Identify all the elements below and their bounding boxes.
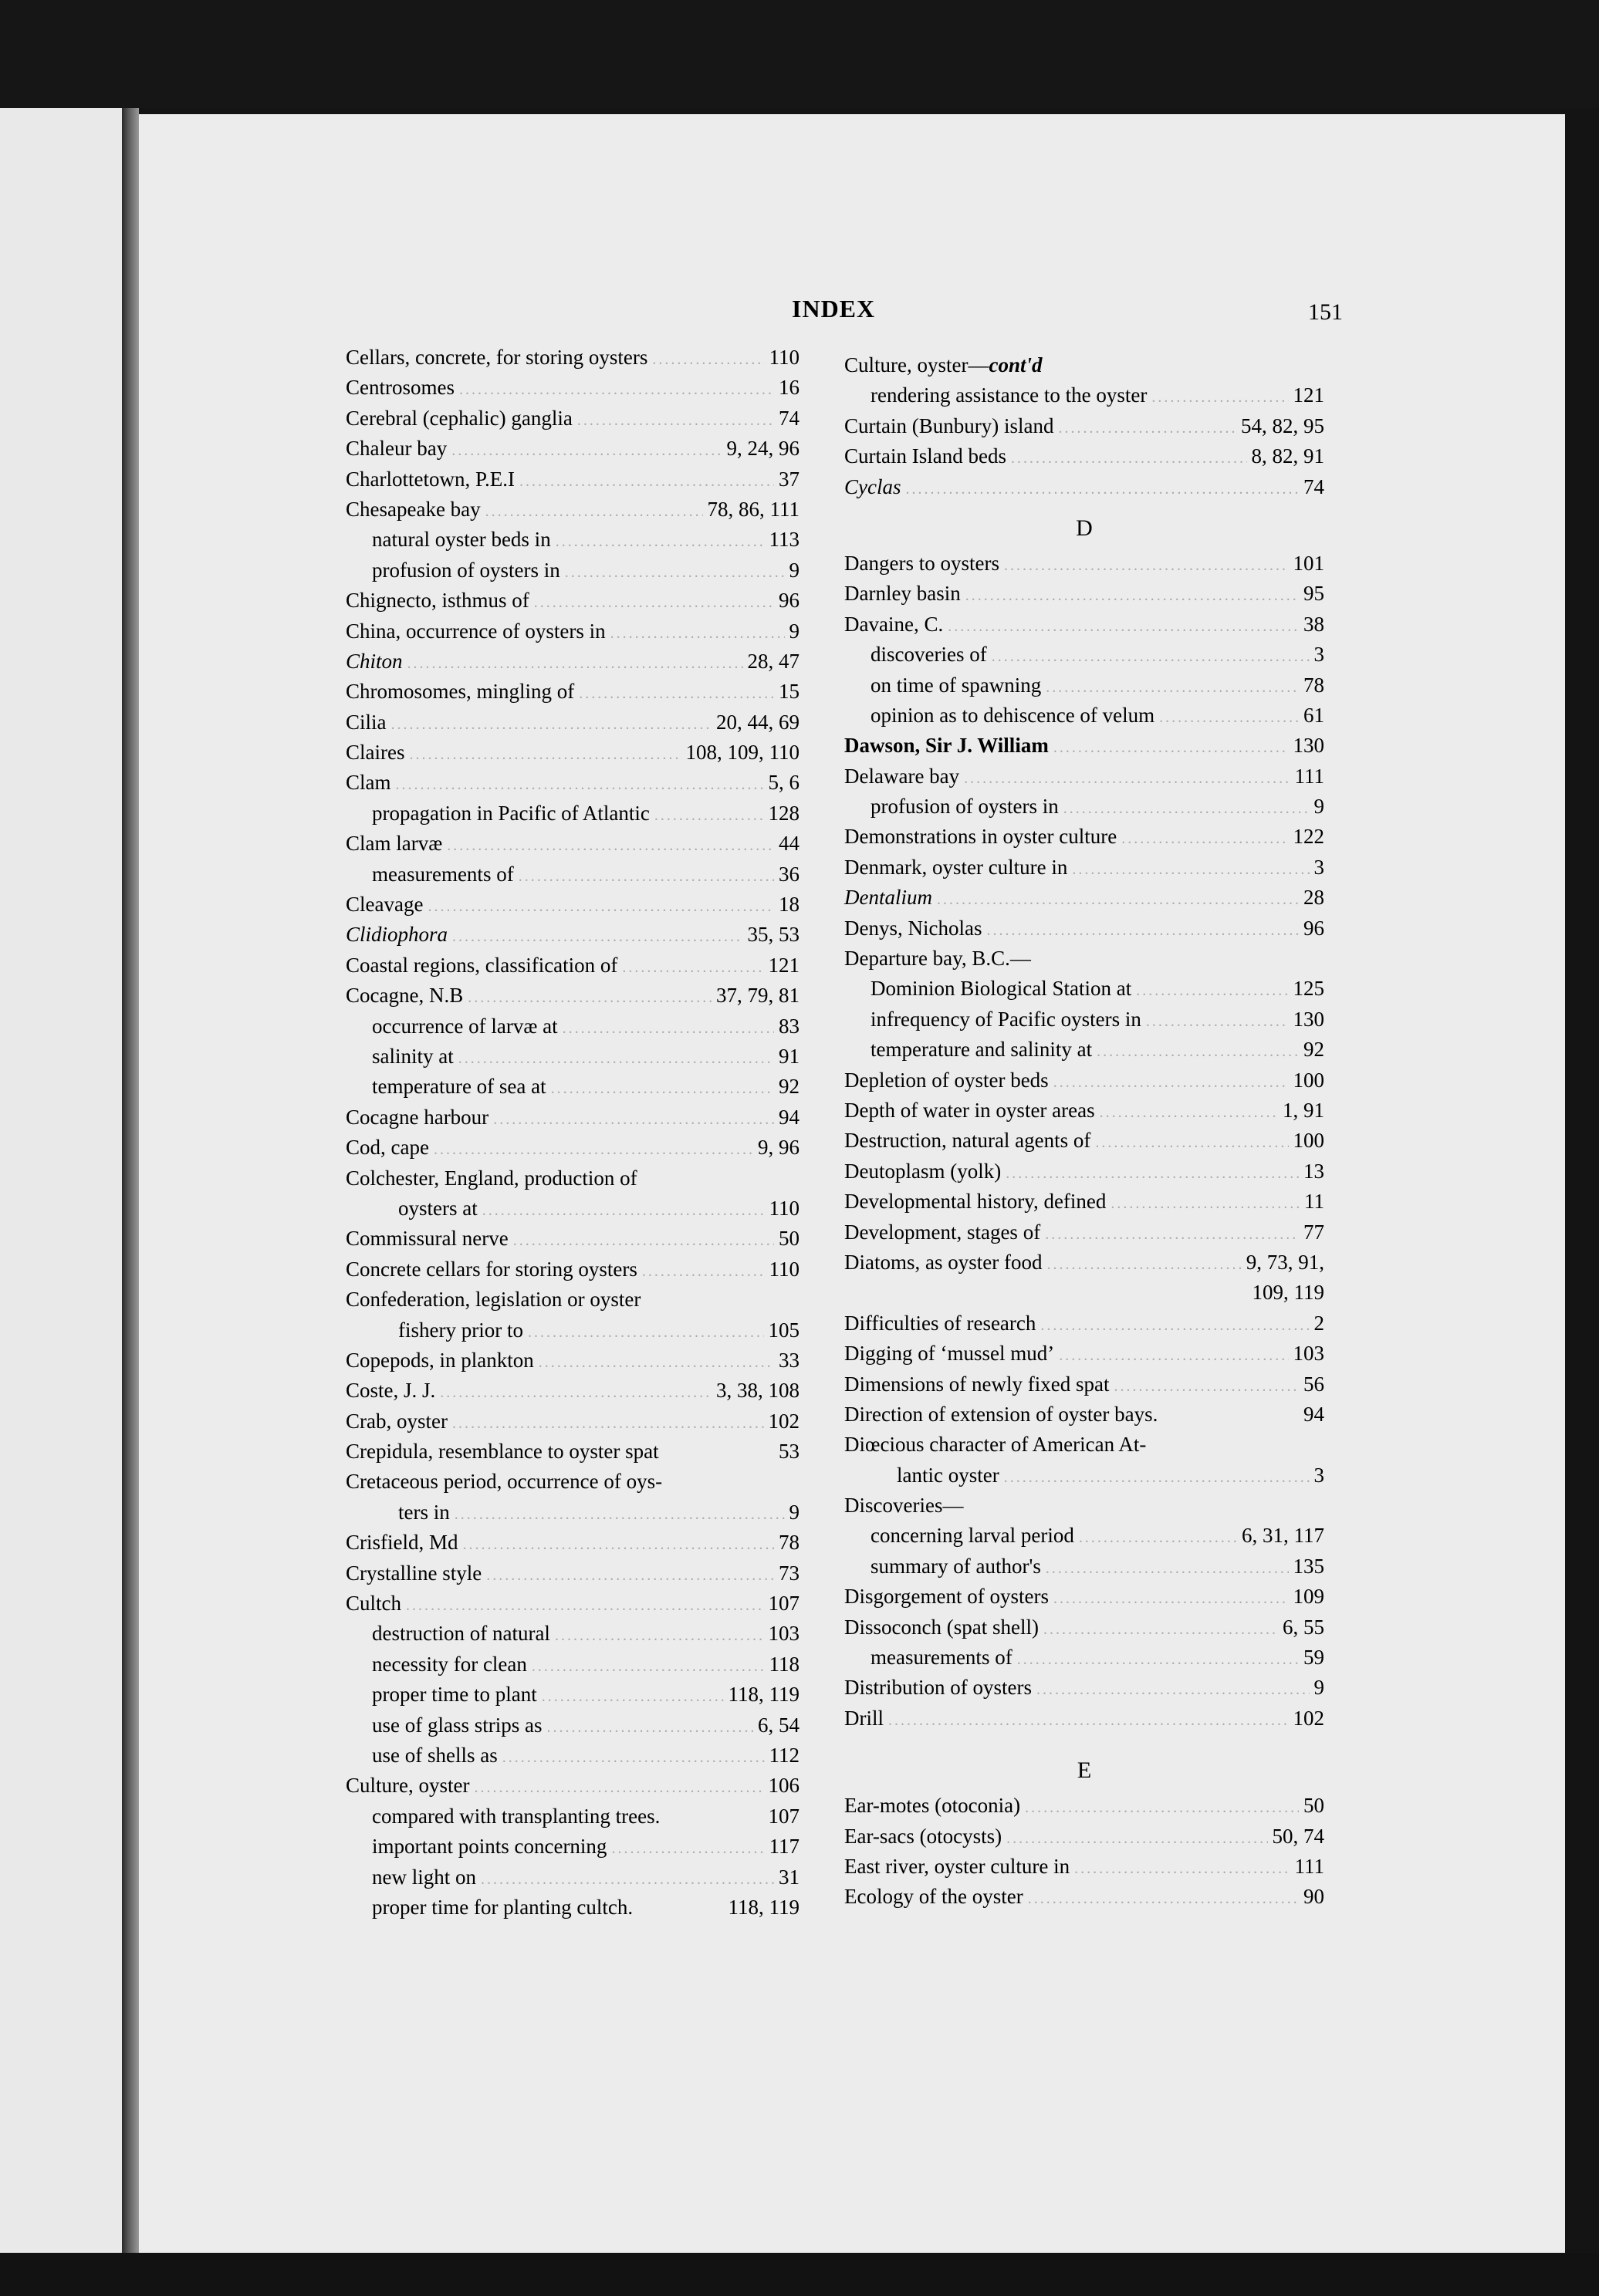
index-subentry: Dominion Biological Station at ..... 125	[844, 977, 1324, 1007]
index-entry: Dentalium ..... 28	[844, 886, 1324, 916]
index-subentry: proper time to plant ..... 118, 119	[346, 1683, 800, 1713]
index-entry-continued: fishery prior to ..... 105	[346, 1319, 800, 1349]
index-subentry: occurrence of larvæ at ..... 83	[346, 1015, 800, 1045]
index-entry: Demonstrations in oyster culture ..... 122	[844, 825, 1324, 855]
index-entry: Dawson, Sir J. William ..... 130	[844, 734, 1324, 764]
index-subentry: infrequency of Pacific oysters in ..... 130	[844, 1008, 1324, 1038]
index-subentry: profusion of oysters in ..... 9	[346, 559, 800, 589]
index-entry: Charlottetown, P.E.I ..... 37	[346, 468, 800, 498]
index-subentry: temperature of sea at ..... 92	[346, 1075, 800, 1105]
index-entry: Curtain Island beds ..... 8, 82, 91	[844, 444, 1324, 474]
index-entry: Difficulties of research ..... 2	[844, 1312, 1324, 1342]
index-subentry: salinity at ..... 91	[346, 1045, 800, 1075]
index-entry: Cellars, concrete, for storing oysters ..... 110	[346, 346, 800, 376]
index-entry: Diœcious character of American At-	[844, 1433, 1147, 1457]
index-entry: Darnley basin ..... 95	[844, 582, 1324, 612]
index-subentry: destruction of natural ..... 103	[346, 1622, 800, 1652]
index-entry-continued: oysters at ..... 110	[346, 1197, 800, 1227]
index-entry: Delaware bay ..... 111	[844, 765, 1324, 795]
index-entry: Cocagne, N.B ..... 37, 79, 81	[346, 984, 800, 1014]
index-entry: Cerebral (cephalic) ganglia ..... 74	[346, 407, 800, 437]
index-subentry: measurements of ..... 36	[346, 863, 800, 893]
index-column-left	[346, 346, 800, 1926]
index-entry: Chaleur bay ..... 9, 24, 96	[346, 437, 800, 467]
index-subentry: opinion as to dehiscence of velum ..... 61	[844, 704, 1324, 734]
index-subentry: necessity for clean ..... 118	[346, 1653, 800, 1683]
page-number: 151	[1308, 299, 1343, 325]
index-entry: Departure bay, B.C.—	[844, 947, 1031, 971]
index-entry: Cretaceous period, occurrence of oys-	[346, 1470, 663, 1494]
index-subentry: measurements of ..... 59	[844, 1646, 1324, 1676]
index-entry: Cod, cape ..... 9, 96	[346, 1136, 800, 1166]
index-entry: Chignecto, isthmus of ..... 96	[346, 589, 800, 619]
index-column-right	[844, 353, 1324, 1916]
index-entry: Dimensions of newly fixed spat ..... 56	[844, 1373, 1324, 1403]
index-subentry: temperature and salinity at ..... 92	[844, 1038, 1324, 1068]
index-entry: Denys, Nicholas ..... 96	[844, 917, 1324, 947]
index-entry: Drill ..... 102	[844, 1707, 1324, 1737]
index-subentry: discoveries of ..... 3	[844, 643, 1324, 673]
index-subentry: important points concerning ..... 117	[346, 1835, 800, 1865]
index-entry: Crystalline style ..... 73	[346, 1562, 800, 1592]
index-entry: Dangers to oysters ..... 101	[844, 552, 1324, 582]
index-entry: Cultch ..... 107	[346, 1592, 800, 1622]
index-entry: Concrete cellars for storing oysters ..... 110	[346, 1258, 800, 1288]
index-subentry: propagation in Pacific of Atlantic ..... 128	[346, 802, 800, 832]
index-entry: Development, stages of ..... 77	[844, 1221, 1324, 1251]
index-subentry: new light on ..... 31	[346, 1866, 800, 1896]
index-entry: Deutoplasm (yolk) ..... 13	[844, 1160, 1324, 1190]
index-subentry: on time of spawning ..... 78	[844, 674, 1324, 704]
index-entry: Clidiophora ..... 35, 53	[346, 923, 800, 953]
index-entry: Digging of ‘mussel mud’ ..... 103	[844, 1342, 1324, 1372]
index-subentry: profusion of oysters in ..... 9	[844, 795, 1324, 825]
index-entry: Confederation, legislation or oyster	[346, 1288, 641, 1312]
index-entry: Davaine, C. ..... 38	[844, 613, 1324, 643]
index-entry: Culture, oyster—cont'd	[844, 353, 1043, 376]
index-subentry: use of glass strips as ..... 6, 54	[346, 1714, 800, 1744]
index-entry-continued: 109, 119	[1252, 1281, 1324, 1305]
index-entry: China, occurrence of oysters in ..... 9	[346, 620, 800, 650]
index-subentry: compared with transplanting trees. 107	[372, 1804, 800, 1828]
index-entry: Cilia ..... 20, 44, 69	[346, 711, 800, 741]
index-entry: Claires ..... 108, 109, 110	[346, 741, 800, 771]
scan-border-top	[0, 0, 1599, 108]
index-subentry: summary of author's ..... 135	[844, 1555, 1324, 1585]
index-entry: Colchester, England, production of	[346, 1166, 637, 1190]
index-entry-continued: ters in ..... 9	[346, 1501, 800, 1531]
index-entry: Distribution of oysters ..... 9	[844, 1676, 1324, 1706]
index-entry: Ear-motes (otoconia) ..... 50	[844, 1794, 1324, 1824]
index-entry-continued: lantic oyster ..... 3	[844, 1464, 1324, 1494]
index-entry: Depletion of oyster beds ..... 100	[844, 1069, 1324, 1099]
index-entry: Discoveries—	[844, 1494, 964, 1518]
section-letter-e: E	[1077, 1757, 1092, 1784]
index-entry: Coste, J. J. ..... 3, 38, 108	[346, 1379, 800, 1409]
index-entry: Clam ..... 5, 6	[346, 771, 800, 801]
index-entry: Chiton ..... 28, 47	[346, 650, 800, 680]
index-entry: Chesapeake bay ..... 78, 86, 111	[346, 498, 800, 528]
index-entry: Commissural nerve ..... 50	[346, 1227, 800, 1257]
index-entry: Denmark, oyster culture in ..... 3	[844, 856, 1324, 886]
index-entry: Cyclas ..... 74	[844, 475, 1324, 505]
index-entry: Disgorgement of oysters ..... 109	[844, 1585, 1324, 1615]
index-entry: Dissoconch (spat shell) ..... 6, 55	[844, 1616, 1324, 1646]
scan-border-bottom	[0, 2253, 1599, 2296]
index-entry: Crepidula, resemblance to oyster spat 53	[346, 1440, 800, 1464]
index-entry: Coastal regions, classification of ..... 121	[346, 954, 800, 984]
index-entry: Diatoms, as oyster food ..... 9, 73, 91,	[844, 1251, 1324, 1281]
index-subentry: use of shells as ..... 112	[346, 1744, 800, 1774]
index-entry: Copepods, in plankton ..... 33	[346, 1349, 800, 1379]
index-entry: Culture, oyster ..... 106	[346, 1774, 800, 1804]
index-entry: Depth of water in oyster areas ..... 1, 91	[844, 1099, 1324, 1129]
page-title: INDEX	[792, 295, 876, 322]
book-spine	[122, 108, 139, 2253]
index-subentry: concerning larval period ..... 6, 31, 117	[844, 1524, 1324, 1554]
index-entry: Curtain (Bunbury) island ..... 54, 82, 95	[844, 414, 1324, 444]
section-letter-d: D	[1076, 515, 1093, 541]
index-entry: Clam larvæ ..... 44	[346, 832, 800, 862]
index-entry: Developmental history, defined ..... 11	[844, 1190, 1324, 1220]
index-entry: Cocagne harbour ..... 94	[346, 1106, 800, 1136]
index-entry: Cleavage ..... 18	[346, 893, 800, 923]
index-entry: Destruction, natural agents of ..... 100	[844, 1129, 1324, 1159]
index-entry: East river, oyster culture in ..... 111	[844, 1855, 1324, 1885]
index-entry: Centrosomes ..... 16	[346, 376, 800, 406]
index-entry: Direction of extension of oyster bays. 94	[844, 1402, 1324, 1426]
index-entry: Ear-sacs (otocysts) ..... 50, 74	[844, 1825, 1324, 1855]
index-subentry: natural oyster beds in ..... 113	[346, 528, 800, 558]
index-entry: Ecology of the oyster ..... 90	[844, 1885, 1324, 1915]
index-entry: Crisfield, Md ..... 78	[346, 1531, 800, 1561]
index-entry: Chromosomes, mingling of ..... 15	[346, 680, 800, 710]
facing-page-edge	[0, 108, 122, 2253]
index-entry: Crab, oyster ..... 102	[346, 1410, 800, 1440]
index-subentry: proper time for planting cultch. 118, 119	[372, 1895, 800, 1919]
index-subentry: rendering assistance to the oyster ..... 121	[844, 383, 1324, 414]
